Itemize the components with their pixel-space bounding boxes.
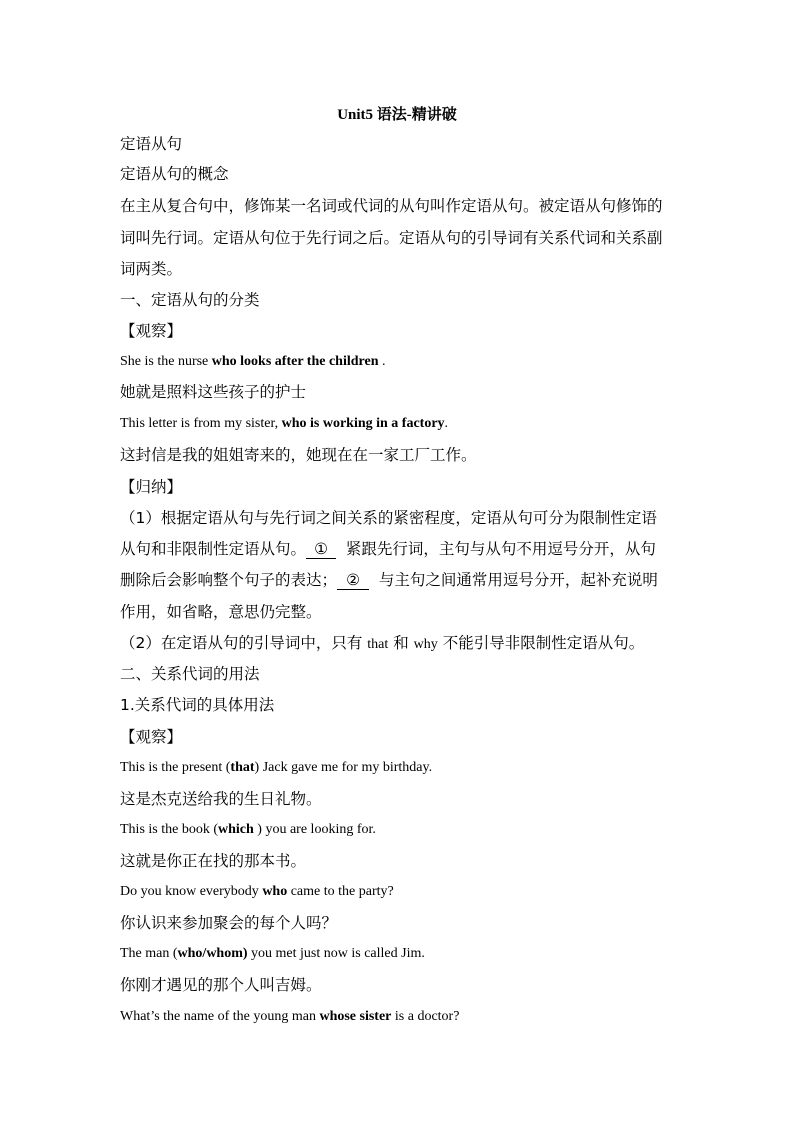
note-text: 删除后会影响整个句子的表达； bbox=[120, 571, 338, 589]
paragraph-line: 在主从复合句中，修饰某一名词或代词的从句叫作定语从句。被定语从句修饰的 bbox=[120, 197, 663, 215]
heading-attributive-clause: 定语从句 bbox=[120, 135, 183, 153]
induce-label: 【归纳】 bbox=[120, 478, 183, 496]
example-sentence bbox=[120, 820, 680, 840]
example-sentence bbox=[120, 944, 680, 964]
example-text: This letter is from my sister, bbox=[120, 416, 282, 431]
example-sentence bbox=[120, 352, 680, 372]
example-sentence bbox=[120, 1007, 680, 1027]
example-highlight: who bbox=[262, 884, 288, 899]
heading-concept: 定语从句的概念 bbox=[120, 165, 229, 183]
note-line bbox=[120, 570, 680, 590]
section-heading: 一、定语从句的分类 bbox=[120, 291, 260, 309]
observe-label: 【观察】 bbox=[120, 322, 183, 340]
example-highlight: who is working in a factory bbox=[281, 416, 445, 431]
note-text: 不能引导非限制性定语从句。 bbox=[437, 634, 645, 652]
fill-blank-1[interactable]: ① bbox=[306, 542, 336, 559]
example-sentence bbox=[120, 882, 680, 902]
example-text: . bbox=[444, 416, 449, 431]
fill-blank-2[interactable]: ② bbox=[337, 573, 369, 590]
example-highlight: who/whom) bbox=[177, 946, 248, 961]
note-text: （2）在定语从句的引导词中，只有 bbox=[120, 634, 368, 652]
example-text: Do you know everybody bbox=[120, 884, 263, 899]
example-translation: 你认识来参加聚会的每个人吗？ bbox=[120, 914, 338, 932]
note-text: 从句和非限制性定语从句。 bbox=[120, 540, 307, 558]
example-highlight: which bbox=[218, 822, 254, 837]
paragraph-line: 词叫先行词。定语从句位于先行词之后。定语从句的引导词有关系代词和关系副 bbox=[120, 229, 663, 247]
note-word: why bbox=[413, 637, 438, 652]
paragraph-line: 词两类。 bbox=[120, 260, 183, 278]
example-sentence bbox=[120, 758, 680, 778]
section-heading: 二、关系代词的用法 bbox=[120, 665, 260, 683]
example-text: you met just now is called Jim. bbox=[247, 946, 425, 961]
note-line: （1）根据定语从句与先行词之间关系的紧密程度，定语从句可分为限制性定语 bbox=[120, 509, 657, 527]
page-title: Unit5 语法-精讲破 bbox=[337, 107, 457, 123]
example-text: ) you are looking for. bbox=[253, 822, 376, 837]
example-text: What’s the name of the young man bbox=[120, 1009, 320, 1024]
example-highlight: who looks after the children bbox=[211, 354, 379, 369]
example-translation: 这就是你正在找的那本书。 bbox=[120, 852, 307, 870]
example-text: ) Jack gave me for my birthday. bbox=[254, 760, 433, 775]
note-line bbox=[120, 633, 680, 655]
example-text: This is the present ( bbox=[120, 760, 231, 775]
note-text: 紧跟先行词，主句与从句不用逗号分开，从句 bbox=[345, 540, 656, 558]
example-highlight: whose sister bbox=[319, 1009, 392, 1024]
example-text: The man ( bbox=[120, 946, 178, 961]
observe-label: 【观察】 bbox=[120, 728, 183, 746]
example-text: This is the book ( bbox=[120, 822, 218, 837]
note-word: that bbox=[367, 637, 389, 652]
example-text: . bbox=[378, 354, 386, 369]
example-translation: 这封信是我的姐姐寄来的，她现在在一家工厂工作。 bbox=[120, 446, 477, 464]
example-translation: 你刚才遇见的那个人叫吉姆。 bbox=[120, 976, 322, 994]
note-line bbox=[120, 539, 680, 559]
example-text: came to the party? bbox=[287, 884, 394, 899]
example-translation: 这是杰克送给我的生日礼物。 bbox=[120, 790, 322, 808]
note-text: 和 bbox=[388, 634, 414, 652]
example-highlight: that bbox=[230, 760, 255, 775]
note-text: 与主句之间通常用逗号分开，起补充说明 bbox=[378, 571, 658, 589]
note-line: 作用，如省略，意思仍完整。 bbox=[120, 603, 322, 621]
example-text: is a doctor? bbox=[391, 1009, 460, 1024]
example-sentence bbox=[120, 414, 680, 434]
subsection-heading: 1.关系代词的具体用法 bbox=[120, 696, 275, 714]
example-translation: 她就是照料这些孩子的护士 bbox=[120, 383, 307, 401]
example-text: She is the nurse bbox=[120, 354, 212, 369]
